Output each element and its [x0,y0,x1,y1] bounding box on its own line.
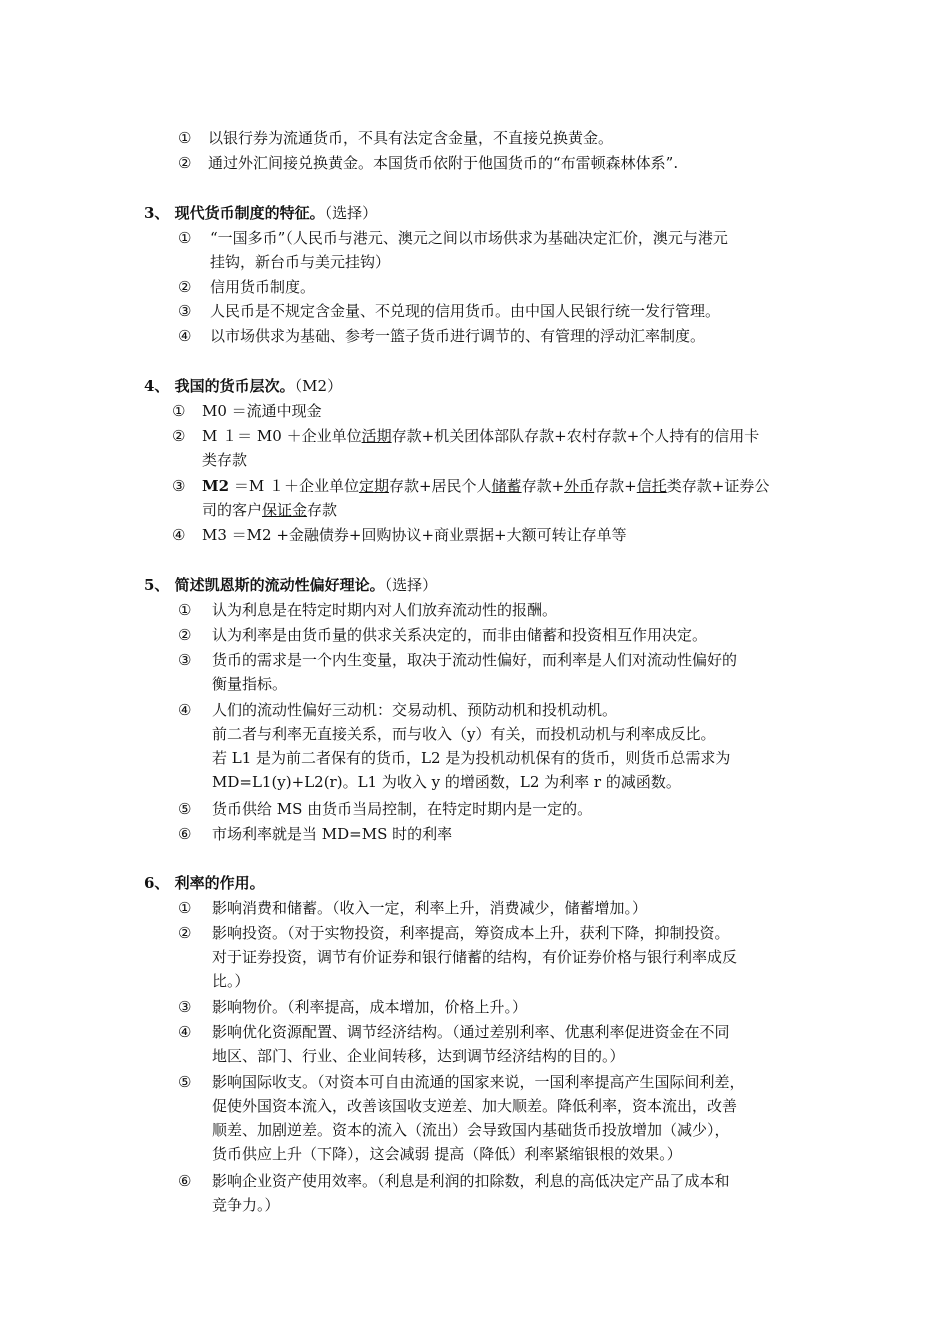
item-marker: ① [178,899,192,917]
item-text: M0 ＝流通中现金 [202,402,322,420]
item-text: 若 L1 是为前二者保有的货币，L2 是为投机动机保有的货币，则货币总需求为 [212,749,731,767]
item-marker: ② [172,427,186,445]
item-text: 比。） [212,972,250,990]
item-text: 货币的需求是一个内生变量，取决于流动性偏好，而利率是人们对流动性偏好的 [212,651,738,669]
item-text: 认为利息是在特定时期内对人们放弃流动性的报酬。 [212,601,558,619]
item-text: 人民币是不规定含金量、不兑现的信用货币。由中国人民银行统一发行管理。 [210,302,721,320]
item-marker: ⑤ [178,800,192,818]
item-text: 市场利率就是当 MD=MS 时的利率 [212,825,453,843]
item-text: 促使外国资本流入，改善该国收支逆差、加大顺差。降低利率，资本流出，改善 [212,1097,738,1115]
item-marker: ④ [178,327,192,345]
item-text: 影响国际收支。（对资本可自由流通的国家来说，一国利率提高产生国际间利差， [212,1073,745,1091]
item-text: 前二者与利率无直接关系，而与收入（y）有关，而投机动机与利率成反比。 [212,725,716,743]
item-marker: ⑥ [178,1172,192,1190]
item-text: 通过外汇间接兑换黄金。本国货币依附于他国货币的“布雷顿森林体系”. [208,154,679,172]
item-text: 顺差、加剧逆差。资本的流入（流出）会导致国内基础货币投放增加（减少）， [212,1121,730,1139]
section-title-6: 6、 利率的作用。 [144,874,265,892]
item-text: “一国多币”（人民币与港元、澳元之间以市场供求为基础决定汇价，澳元与港元 [210,229,728,247]
item-text: 货币供应上升（下降），这会减弱 提高（降低）利率紧缩银根的效果。） [212,1145,682,1163]
item-marker: ④ [178,701,192,719]
item-marker: ⑤ [178,1073,192,1091]
item-marker: ⑥ [178,825,192,843]
item-marker: ① [178,129,192,147]
item-text: 人们的流动性偏好三动机：交易动机、预防动机和投机动机。 [212,701,618,719]
item-marker: ② [178,154,192,172]
section-title-3: 3、 现代货币制度的特征。（选择） [144,204,378,222]
item-text: M2 ＝M １＋企业单位定期存款+居民个人储蓄存款+外币存款+信托类存款+证券公 [202,477,770,495]
item-text: 以市场供求为基础、参考一篮子货币进行调节的、有管理的浮动汇率制度。 [210,327,706,345]
item-marker: ④ [178,1023,192,1041]
item-text: M3 ＝M2 +金融债券+回购协议+商业票据+大额可转让存单等 [202,526,627,544]
item-text: 信用货币制度。 [210,278,316,296]
item-text: 竞争力。） [212,1196,280,1214]
item-text: 影响消费和储蓄。（收入一定，利率上升，消费减少，储蓄增加。） [212,899,648,917]
item-text: 地区、部门、行业、企业间转移，达到调节经济结构的目的。） [212,1047,625,1065]
item-marker: ② [178,626,192,644]
item-marker: ③ [172,477,186,495]
item-marker: ③ [178,998,192,1016]
item-text: 影响投资。（对于实物投资，利率提高，筹资成本上升，获利下降，抑制投资。 [212,924,730,942]
item-text: 影响优化资源配置、调节经济结构。（通过差别利率、优惠利率促进资金在不同 [212,1023,730,1041]
item-marker: ③ [178,302,192,320]
item-text: 挂钩，新台币与美元挂钩） [210,253,391,271]
item-marker: ① [178,601,192,619]
item-marker: ④ [172,526,186,544]
item-text: MD=L1(y)+L2(r)。L1 为收入 y 的增函数，L2 为利率 r 的减函数。 [212,773,681,791]
item-text: 货币供给 MS 由货币当局控制，在特定时期内是一定的。 [212,800,593,818]
item-text: 以银行券为流通货币，不具有法定含金量，不直接兑换黄金。 [208,129,614,147]
item-text: 司的客户保证金存款 [202,501,338,519]
item-marker: ① [178,229,192,247]
item-text: 影响物价。（利率提高，成本增加，价格上升。） [212,998,528,1016]
item-text: 类存款 [202,451,248,469]
item-marker: ③ [178,651,192,669]
item-text: 认为利率是由货币量的供求关系决定的，而非由储蓄和投资相互作用决定。 [212,626,708,644]
item-text: 衡量指标。 [212,675,288,693]
item-marker: ② [178,924,192,942]
item-text: 对于证券投资，调节有价证券和银行储蓄的结构，有价证券价格与银行利率成反 [212,948,738,966]
section-title-4: 4、 我国的货币层次。（M2） [144,377,343,395]
item-text: M １＝ M0 ＋企业单位活期存款+机关团体部队存款+农村存款+个人持有的信用卡 [202,427,760,445]
item-marker: ① [172,402,186,420]
item-text: 影响企业资产使用效率。（利息是利润的扣除数，利息的高低决定产品了成本和 [212,1172,730,1190]
item-marker: ② [178,278,192,296]
section-title-5: 5、 简述凯恩斯的流动性偏好理论。（选择） [144,576,438,594]
